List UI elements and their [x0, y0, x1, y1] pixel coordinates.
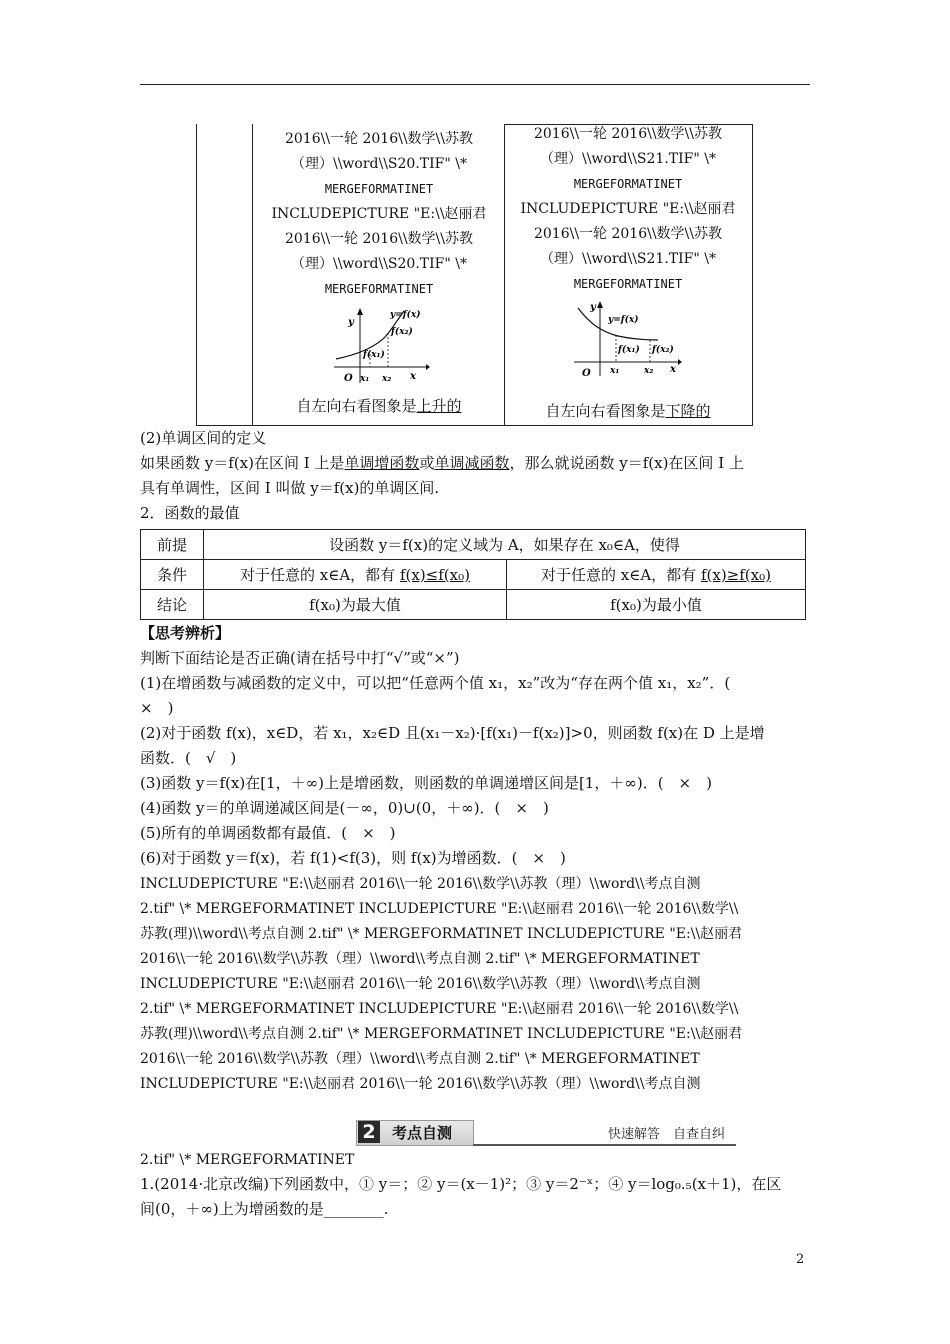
think-item: (5)所有的单调函数都有最值．( × )	[140, 824, 396, 842]
section-title: 考点自测	[392, 1124, 453, 1142]
think-item: 函数．( √ )	[140, 749, 237, 767]
premise-cell: 设函数 y＝f(x)的定义域为 A，如果存在 x₀∈A，使得	[204, 530, 806, 560]
answer-decreasing: 单调减函数	[434, 454, 510, 472]
include-line: 苏教(理)\\word\\考点自测 2.tif" \* MERGEFORMATINET INCLUDEPICTURE "E:\\赵丽君	[140, 926, 743, 942]
left-cell-line: MERGEFORMATINET	[324, 182, 434, 196]
conclusion-max-cell: f(x₀)为最大值	[204, 590, 507, 620]
left-cell-line: MERGEFORMATINET	[324, 282, 434, 296]
left-cell-line: （理）\\word\\S20.TIF" \*	[291, 256, 467, 272]
origin-label: O	[582, 368, 591, 379]
caption-prefix: 自左向右看图象是	[296, 397, 417, 415]
text-run: 如果函数 y＝f(x)在区间 I 上是	[140, 454, 345, 472]
think-item: (1)在增函数与减函数的定义中，可以把“任意两个值 x₁，x₂”改为“存在两个值 x₁，x₂”．(	[140, 674, 731, 692]
include-line: 2016\\一轮 2016\\数学\\苏教（理）\\word\\考点自测 2.tif" \* MERGEFORMATINET	[140, 951, 700, 967]
caption-answer: 上升的	[416, 397, 462, 415]
think-item: (6)对于函数 y＝f(x)，若 f(1)<f(3)，则 f(x)为增函数．( × )	[140, 849, 566, 867]
include-line: 2.tif" \* MERGEFORMATINET INCLUDEPICTURE "E:\\赵丽君 2016\\一轮 2016\\数学\\	[140, 1001, 739, 1017]
right-cell-line: （理）\\word\\S21.TIF" \*	[540, 251, 716, 267]
table-row	[141, 590, 806, 620]
left-cell-text	[254, 127, 504, 302]
row-label: 条件	[141, 560, 204, 590]
left-cell-line: INCLUDEPICTURE "E:\\赵丽君	[271, 206, 487, 222]
think-heading: 【思考辨析】	[140, 624, 231, 642]
right-cell-line: INCLUDEPICTURE "E:\\赵丽君	[520, 201, 736, 217]
right-cell-line: 2016\\一轮 2016\\数学\\苏教	[533, 126, 722, 142]
interval-heading: (2)单调区间的定义	[140, 429, 267, 447]
text-run: ，那么就说函数 y＝f(x)在区间 I 上	[509, 454, 744, 472]
row-label: 结论	[141, 590, 204, 620]
condition-max-cell	[204, 560, 507, 590]
right-cell-line: MERGEFORMATINET	[573, 277, 683, 291]
interval-paragraph-line2: 具有单调性，区间 I 叫做 y＝f(x)的单调区间.	[140, 479, 440, 497]
answer-increasing: 单调增函数	[344, 454, 420, 472]
interval-paragraph-line1	[140, 451, 812, 476]
left-cell-line: 2016\\一轮 2016\\数学\\苏教	[284, 131, 473, 147]
include-line: 苏教(理)\\word\\考点自测 2.tif" \* MERGEFORMATINET INCLUDEPICTURE "E:\\赵丽君	[140, 1026, 743, 1042]
x-axis-label: x	[410, 371, 416, 382]
section-banner	[356, 1120, 736, 1146]
section-number: 2	[358, 1121, 380, 1143]
y-axis-label: y	[348, 317, 354, 328]
include-line: INCLUDEPICTURE "E:\\赵丽君 2016\\一轮 2016\\数学\\苏教（理）\\word\\考点自测	[140, 976, 701, 992]
right-caption	[506, 400, 750, 422]
header-rule	[140, 84, 810, 85]
include-line: INCLUDEPICTURE "E:\\赵丽君 2016\\一轮 2016\\数学\\苏教（理）\\word\\考点自测	[140, 876, 701, 892]
think-intro: 判断下面结论是否正确(请在括号中打“√”或“×”)	[140, 649, 460, 667]
think-item: × )	[140, 699, 174, 717]
row-label: 前提	[141, 530, 204, 560]
x2-label: x₂	[644, 366, 654, 376]
think-item: (4)函数 y＝的单调递减区间是(－∞，0)∪(0，＋∞)．( × )	[140, 799, 549, 817]
caption-answer: 下降的	[665, 402, 711, 420]
answer-le: f(x)≤f(x₀)	[399, 566, 470, 584]
decreasing-function-graph	[570, 296, 685, 380]
x2-label: x₂	[382, 374, 392, 384]
maxmin-table	[140, 529, 806, 620]
fx2-label: f(x₂)	[652, 345, 674, 355]
text-run: 对于任意的 x∈A，都有	[541, 566, 701, 584]
fx2-label: f(x₂)	[391, 327, 413, 337]
condition-min-cell	[507, 560, 806, 590]
x1-label: x₁	[360, 374, 370, 384]
problem-1-line2: 间(0，＋∞)上为增函数的是________.	[140, 1200, 389, 1218]
answer-ge: f(x)≥f(x₀)	[700, 566, 771, 584]
left-cell-line: （理）\\word\\S20.TIF" \*	[291, 156, 467, 172]
right-cell-line: （理）\\word\\S21.TIF" \*	[540, 151, 716, 167]
include-line: 2016\\一轮 2016\\数学\\苏教（理）\\word\\考点自测 2.tif" \* MERGEFORMATINET	[140, 1051, 700, 1067]
think-item: (2)对于函数 f(x)，x∈D，若 x₁，x₂∈D 且(x₁－x₂)·[f(x₁)－f(x₂)]>0，则函数 f(x)在 D 上是增	[140, 724, 765, 742]
table-row	[141, 560, 806, 590]
include-line: INCLUDEPICTURE "E:\\赵丽君 2016\\一轮 2016\\数学\\苏教（理）\\word\\考点自测	[140, 1076, 701, 1092]
include-line-tail: 2.tif" \* MERGEFORMATINET	[140, 1152, 355, 1168]
fx1-label: f(x₁)	[363, 350, 385, 360]
curve-label: y=f(x)	[390, 310, 421, 320]
caption-prefix: 自左向右看图象是	[545, 402, 666, 420]
curve-label: y=f(x)	[608, 315, 639, 325]
text-run: 或	[419, 454, 435, 472]
include-line: 2.tif" \* MERGEFORMATINET INCLUDEPICTURE "E:\\赵丽君 2016\\一轮 2016\\数学\\	[140, 901, 739, 917]
x1-label: x₁	[610, 366, 620, 376]
y-axis-label: y	[590, 302, 596, 313]
increasing-function-graph	[330, 305, 430, 387]
text-run: 对于任意的 x∈A，都有	[240, 566, 400, 584]
page-number: 2	[796, 1252, 805, 1267]
think-item: (3)函数 y＝f(x)在[1，＋∞)上是增函数，则函数的单调递增区间是[1，＋∞)．( × )	[140, 774, 712, 792]
right-cell-line: MERGEFORMATINET	[573, 177, 683, 191]
problem-1-line1: 1.(2014·北京改编)下列函数中，① y＝；② y＝(x－1)²；③ y＝2⁻ˣ；④ y＝log₀.₅(x＋1)，在区	[140, 1175, 782, 1193]
conclusion-min-cell: f(x₀)为最小值	[507, 590, 806, 620]
right-cell-text	[506, 122, 750, 297]
fx1-label: f(x₁)	[618, 345, 640, 355]
table-row	[141, 530, 806, 560]
origin-label: O	[344, 373, 353, 384]
x-axis-label: x	[670, 364, 676, 375]
left-caption	[254, 395, 504, 417]
banner-right-text: 快速解答 自查自纠	[608, 1127, 726, 1142]
right-cell-line: 2016\\一轮 2016\\数学\\苏教	[533, 226, 722, 242]
left-cell-line: 2016\\一轮 2016\\数学\\苏教	[284, 231, 473, 247]
maxmin-heading: 2．函数的最值	[140, 504, 240, 522]
